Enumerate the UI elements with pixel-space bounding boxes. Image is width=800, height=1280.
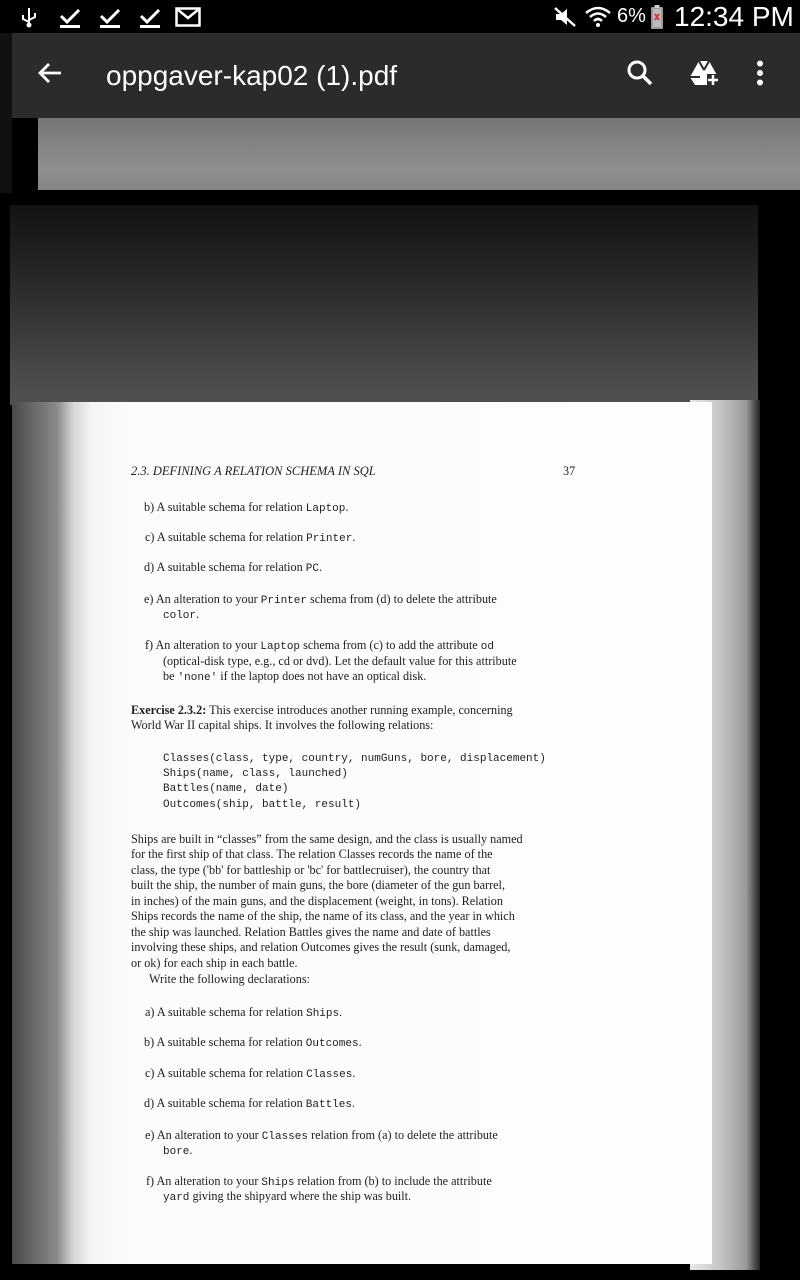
page-header: 2.3. DEFINING A RELATION SCHEMA IN SQL [131, 464, 376, 478]
list-item-continuation: (optical-disk type, e.g., cd or dvd). Let the default value for this attribute [163, 654, 517, 668]
list-item-continuation: yard giving the shipyard where the ship was built. [163, 1189, 412, 1204]
search-button[interactable] [618, 53, 662, 97]
search-icon [626, 59, 654, 92]
list-item: c) A suitable schema for relation Printer. [145, 530, 356, 545]
download-done-icon [138, 4, 162, 30]
paragraph-line: involving these ships, and relation Outcomes gives the result (sunk, damaged, [131, 940, 511, 954]
paragraph-line: the ship was launched. Relation Battles gives the name and date of battles [131, 925, 491, 939]
status-bar [0, 0, 800, 33]
add-to-drive-icon [688, 59, 720, 92]
paragraph-line: Ships records the name of the ship, the name of its class, and the year in which [131, 909, 515, 923]
list-item: f) An alteration to your Laptop schema from (c) to add the attribute od [145, 638, 494, 653]
relation-line: Ships(name, class, launched) [163, 768, 348, 780]
list-item: a) A suitable schema for relation Ships. [145, 1005, 343, 1020]
list-item-continuation: color. [163, 607, 200, 622]
mute-icon [552, 4, 578, 30]
paragraph-line: Write the following declarations: [149, 972, 310, 986]
list-item: e) An alteration to your Classes relation from (a) to delete the attribute [145, 1128, 498, 1143]
exercise-text: World War II capital ships. It involves the following relations: [131, 718, 434, 732]
paragraph-line: or ok) for each ship in each battle. [131, 956, 298, 970]
wifi-icon [584, 4, 612, 30]
page-number: 37 [563, 464, 576, 478]
usb-icon [18, 4, 40, 30]
list-item: d) A suitable schema for relation PC. [144, 560, 323, 575]
paragraph-line: built the ship, the number of main guns, the bore (diameter of the gun barrel, [131, 878, 505, 892]
list-item: b) A suitable schema for relation Outcomes. [144, 1035, 362, 1050]
document-title: oppgaver-kap02 (1).pdf [106, 60, 398, 91]
list-item: d) A suitable schema for relation Battles. [144, 1096, 356, 1111]
download-done-icon [98, 4, 122, 30]
more-options-button[interactable] [738, 53, 782, 97]
scan-edge [0, 33, 12, 193]
battery-percent: 6% [617, 5, 646, 27]
back-button[interactable] [28, 53, 72, 97]
more-vert-icon [756, 60, 764, 91]
paragraph-line: in inches) of the main guns, and the displacement (weight, in tons). Relation [131, 894, 503, 908]
battery-low-icon [650, 4, 664, 30]
paragraph-line: class, the type ('bb' for battleship or 'bc' for battlecruiser), the country that [131, 863, 491, 877]
gmail-icon [174, 4, 202, 30]
list-item-continuation: be 'none' if the laptop does not have an optical disk. [163, 669, 427, 684]
list-item: e) An alteration to your Printer schema from (d) to delete the attribute [144, 592, 497, 607]
app-bar [0, 33, 800, 118]
relation-line: Classes(class, type, country, numGuns, bore, displacement) [163, 753, 546, 765]
scan-previous-page-area [38, 118, 800, 190]
relation-line: Battles(name, date) [163, 783, 289, 795]
list-item: b) A suitable schema for relation Laptop. [144, 500, 349, 515]
list-item: f) An alteration to your Ships relation from (b) to include the attribute [146, 1174, 492, 1189]
list-item-continuation: bore. [163, 1143, 193, 1158]
download-done-icon [58, 4, 82, 30]
exercise-heading: Exercise 2.3.2: This exercise introduces another running example, concerning [131, 703, 513, 717]
clock: 12:34 PM [674, 1, 794, 32]
paragraph-line: Ships are built in “classes” from the same design, and the class is usually named [131, 832, 523, 846]
arrow-back-icon [37, 60, 63, 91]
paragraph-line: for the first ship of that class. The relation Classes records the name of the [131, 847, 493, 861]
add-to-drive-button[interactable] [682, 53, 726, 97]
scan-shadow-area [10, 205, 758, 405]
list-item: c) A suitable schema for relation Classes. [145, 1066, 356, 1081]
relation-line: Outcomes(ship, battle, result) [163, 799, 362, 811]
